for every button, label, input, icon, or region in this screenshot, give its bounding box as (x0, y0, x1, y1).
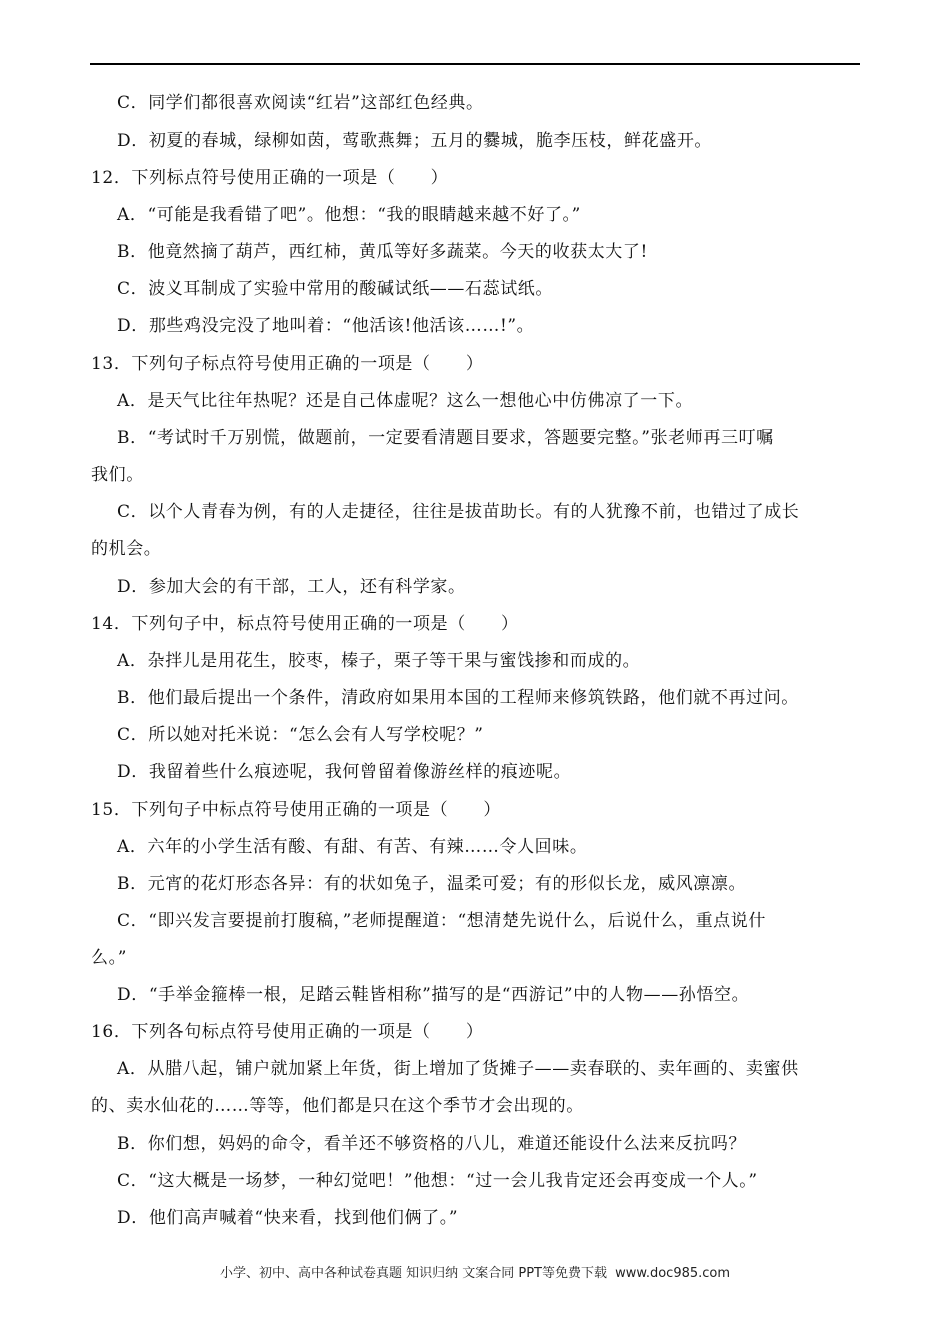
option-16d: D．他们高声喊着“快来看，找到他们俩了。” (117, 1208, 459, 1228)
footer-text: 小学、初中、高中各种试卷真题 知识归纳 文案合同 PPT等免费下载 (219, 1266, 607, 1281)
question-13: 13．下列句子标点符号使用正确的一项是（ ） (91, 354, 484, 374)
option-13d: D．参加大会的有干部，工人，还有科学家。 (117, 577, 466, 597)
option-12b: B．他竟然摘了葫芦，西红柿，黄瓜等好多蔬菜。今天的收获太大了! (117, 242, 648, 262)
option-15d: D．“手举金箍棒一根，足踏云鞋皆相称”描写的是“西游记”中的人物——孙悟空。 (117, 985, 750, 1005)
question-16: 16．下列各句标点符号使用正确的一项是（ ） (91, 1022, 484, 1042)
option-15c: C．“即兴发言要提前打腹稿，”老师提醒道：“想清楚先说什么，后说什么，重点说什 (117, 911, 766, 931)
question-15: 15．下列句子中标点符号使用正确的一项是（ ） (91, 800, 502, 820)
option-14a: A．杂拌儿是用花生，胶枣，榛子，栗子等干果与蜜饯掺和而成的。 (117, 651, 641, 671)
option-13c-cont: 的机会。 (91, 539, 162, 559)
footer-link[interactable]: www.doc985.com (615, 1266, 731, 1281)
option-12c: C．波义耳制成了实验中常用的酸碱试纸——石蕊试纸。 (117, 279, 554, 299)
option-13c: C．以个人青春为例，有的人走捷径，往往是拔苗助长。有的人犹豫不前，也错过了成长 (117, 502, 800, 522)
option-14c: C．所以她对托米说：“怎么会有人写学校呢？” (117, 725, 484, 745)
option-15b: B．元宵的花灯形态各异：有的状如兔子，温柔可爱；有的形似长龙，威风凛凛。 (117, 874, 747, 894)
option-14b: B．他们最后提出一个条件，清政府如果用本国的工程师来修筑铁路，他们就不再过问。 (117, 688, 799, 708)
option-11c: C．同学们都很喜欢阅读“红岩”这部红色经典。 (117, 93, 484, 113)
question-14: 14．下列句子中，标点符号使用正确的一项是（ ） (91, 614, 519, 634)
option-16b: B．你们想，妈妈的命令，看羊还不够资格的八儿，难道还能设什么法来反抗吗？ (117, 1134, 747, 1154)
option-16a: A．从腊八起，铺户就加紧上年货，街上增加了货摊子——卖春联的、卖年画的、卖蜜供 (117, 1059, 799, 1079)
option-16c: C．“这大概是一场梦，一种幻觉吧！”他想：“过一会儿我肯定还会再变成一个人。” (117, 1171, 758, 1191)
option-15c-cont: 么。” (91, 948, 127, 968)
question-12: 12．下列标点符号使用正确的一项是（ ） (91, 168, 449, 188)
option-13b-cont: 我们。 (91, 465, 144, 485)
option-15a: A．六年的小学生活有酸、有甜、有苦、有辣……令人回味。 (117, 837, 588, 857)
option-16a-cont: 的、卖水仙花的……等等，他们都是只在这个季节才会出现的。 (91, 1096, 584, 1116)
option-14d: D．我留着些什么痕迹呢，我何曾留着像游丝样的痕迹呢。 (117, 762, 572, 782)
option-11d: D．初夏的春城，绿柳如茵，莺歌燕舞；五月的爨城，脆李压枝，鲜花盛开。 (117, 131, 713, 151)
page-footer (0, 1262, 950, 1281)
option-13a: A．是天气比往年热呢？还是自己体虚呢？这么一想他心中仿佛凉了一下。 (117, 391, 694, 411)
header-rule (90, 63, 860, 65)
option-13b: B．“考试时千万别慌，做题前，一定要看清题目要求，答题要完整。”张老师再三叮嘱 (117, 428, 774, 448)
option-12d: D．那些鸡没完没了地叫着：“他活该!他活该……!”。 (117, 316, 535, 336)
option-12a: A．“可能是我看错了吧”。他想：“我的眼睛越来越不好了。” (117, 205, 581, 225)
